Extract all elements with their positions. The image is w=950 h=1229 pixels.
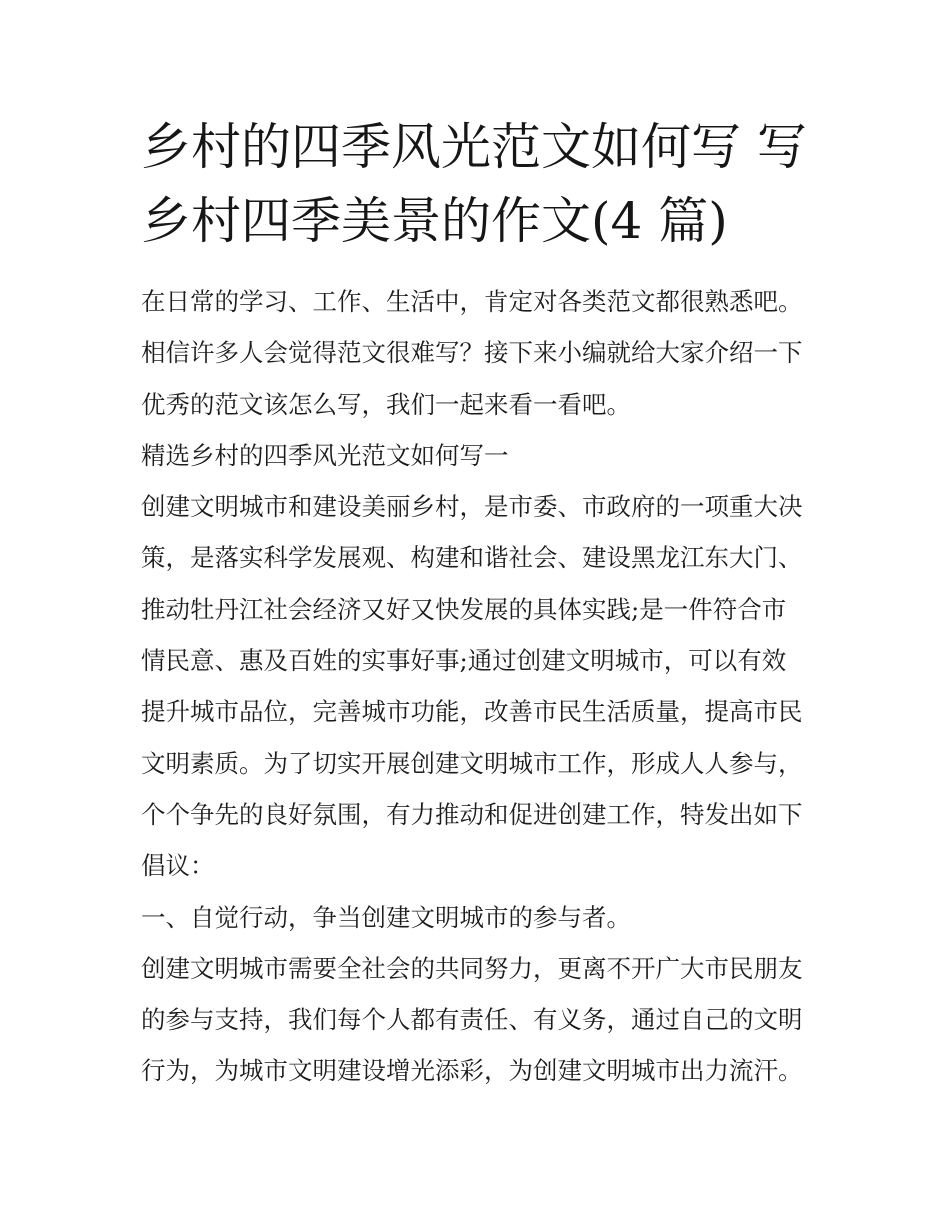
title-line: 乡村四季美景的作文(4 篇) — [141, 192, 728, 250]
body-line: 优秀的范文该怎么写，我们一起来看一看吧。 — [141, 389, 631, 419]
body-line: 创建文明城市和建设美丽乡村，是市委、市政府的一项重大决 — [141, 492, 803, 522]
title-line: 乡村的四季风光范文如何写 写 — [141, 118, 807, 176]
body-line: 相信许多人会觉得范文很难写？接下来小编就给大家介绍一下 — [141, 338, 803, 368]
body-line: 情民意、惠及百姓的实事好事;通过创建文明城市，可以有效 — [141, 646, 787, 676]
list-heading: 一、自觉行动，争当创建文明城市的参与者。 — [141, 902, 631, 932]
body-line: 策，是落实科学发展观、构建和谐社会、建设黑龙江东大门、 — [141, 543, 803, 573]
body-line: 推动牡丹江社会经济又好又快发展的具体实践;是一件符合市 — [141, 594, 787, 624]
body-line: 行为，为城市文明建设增光添彩，为创建文明城市出力流汗。 — [141, 1056, 803, 1086]
document-body — [141, 276, 831, 1097]
body-line: 提升城市品位，完善城市功能，改善市民生活质量，提高市民 — [141, 697, 803, 727]
body-line: 的参与支持，我们每个人都有责任、有义务，通过自己的文明 — [141, 1005, 803, 1035]
body-line: 在日常的学习、工作、生活中，肯定对各类范文都很熟悉吧。 — [141, 287, 803, 316]
body-line: 文明素质。为了切实开展创建文明城市工作，形成人人参与， — [141, 748, 803, 778]
body-line: 个个争先的良好氛围，有力推动和促进创建工作，特发出如下 — [141, 799, 803, 829]
body-line: 倡议： — [141, 851, 215, 881]
document-title — [141, 110, 831, 258]
body-line: 创建文明城市需要全社会的共同努力，更离不开广大市民朋友 — [141, 953, 803, 983]
section-heading: 精选乡村的四季风光范文如何写一 — [141, 440, 509, 470]
